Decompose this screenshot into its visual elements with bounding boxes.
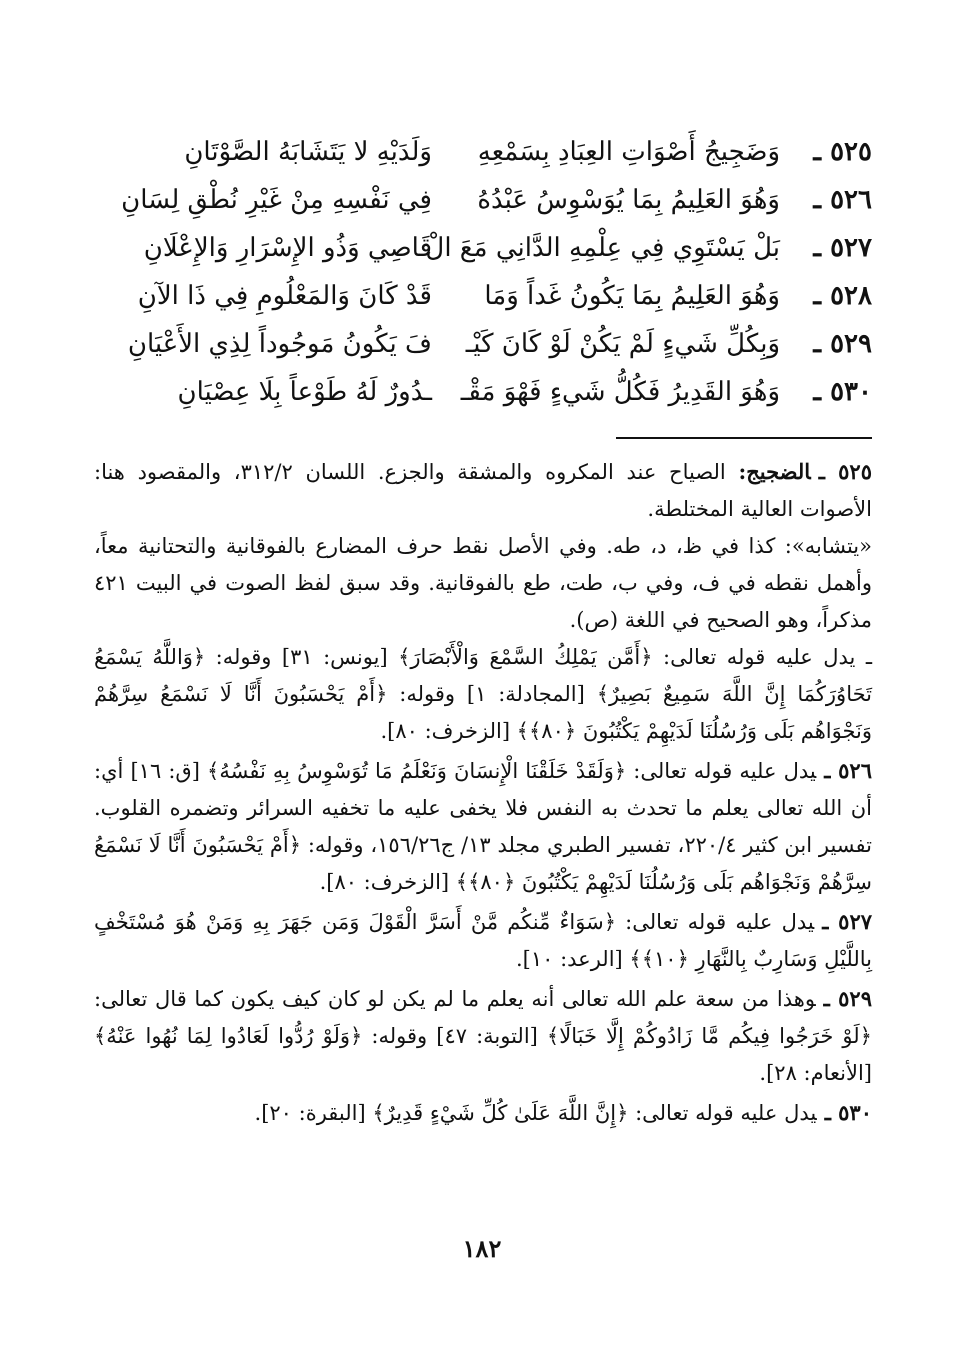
verse-line bbox=[82, 368, 872, 416]
second-hemistich: فِي نَفْسِهِ مِنْ غَيْرِ نُطْقِ لِسَانِ bbox=[121, 185, 432, 215]
footnote-paragraph bbox=[94, 752, 872, 901]
footnote-text: يدل عليه قوله تعالى: ﴿سَوَاءٌ مِّنكُم مَّنْ أَسَرَّ الْقَوْلَ وَمَن جَهَرَ بِهِ وَمَنْ هُوَ مُسْتَخْفٍ بِاللَّيْلِ وَسَارِبٌ بِالنَّهَارِ ﴿١٠﴾﴾ [الرعد: ١٠]. bbox=[94, 910, 872, 971]
footnote-paragraph: ـ يدل عليه قوله تعالى: ﴿أَمَّن يَمْلِكُ السَّمْعَ وَالْأَبْصَارَ﴾ [يونس: ٣١] وقوله: ﴿وَاللَّهُ يَسْمَعُ تَحَاوُرَكُمَا إِنَّ اللَّهَ سَمِيعٌ بَصِيرٌ﴾ [المجادلة: ١] وقوله: ﴿أَمْ يَحْسَبُونَ أَنَّا لَا نَسْمَعُ سِرَّهُمْ وَنَجْوَاهُم بَلَى وَرُسُلُنَا لَدَيْهِمْ يَكْتُبُونَ ﴿٨٠﴾﴾ [الزخرف: ٨٠]. bbox=[94, 645, 872, 743]
footnote-text: يدل عليه قوله تعالى: ﴿وَلَقَدْ خَلَقْنَا الْإِنسَانَ وَنَعْلَمُ مَا تُوَسْوِسُ بِهِ نَفْسُهُ﴾ [ق: ١٦] أي: أن الله تعالى يعلم ما تحدث به النفس فلا يخفى عليه ما تخفيه السرائر وتضمره القلوب. تفسير ابن كثير ٢٢٠/٤، تفسير الطبري مجلد ١٣/ ج١٥٦/٢٦، وقوله: ﴿أَمْ يَحْسَبُونَ أَنَّا لَا نَسْمَعُ سِرَّهُمْ وَنَجْوَاهُم بَلَى وَرُسُلُنَا لَدَيْهِمْ يَكْتُبُونَ ﴿٨٠﴾﴾ [الزخرف: ٨٠]. bbox=[94, 759, 872, 894]
verse-number: ٥٢٦ ـ bbox=[813, 185, 872, 215]
verse-line bbox=[82, 176, 872, 224]
footnotes bbox=[94, 453, 872, 1134]
footnote-number: ٥٢٧ ـ bbox=[822, 909, 873, 934]
second-hemistich: قَدْ كَانَ وَالمَعْلُومِ فِي ذَا الآنِ bbox=[137, 281, 432, 311]
footnote-number: ٥٢٩ ـ bbox=[823, 986, 872, 1011]
footnote-text: الصياح عند المكروه والمشقة والجزع. اللسان ٣١٢/٢، والمقصود هنا: الأصوات العالية المختلطة. bbox=[94, 460, 872, 521]
verse-block bbox=[82, 128, 872, 416]
footnote-527 bbox=[94, 903, 872, 978]
second-hemistich: وَلَدَيْهِ لا يَتَشَابَهُ الصَّوْتَانِ bbox=[184, 137, 432, 167]
second-hemistich: فَ يَكُونُ مَوجُوداً لِذِي الأَعْيَانِ bbox=[127, 329, 432, 359]
first-hemistich: بَلْ يَسْتَوِي فِي عِلْمِهِ الدَّانِي مَعَ الْ bbox=[425, 233, 780, 263]
footnote-term: الضجيج: bbox=[738, 459, 811, 484]
verse-number: ٥٢٧ ـ bbox=[813, 233, 872, 263]
first-hemistich: وَهُوَ العَلِيمُ بِمَا يُوَسْوِسُ عَبْدُهُ bbox=[477, 185, 780, 215]
footnote-525 bbox=[94, 453, 872, 750]
footnote-number: ٥٢٥ ـ bbox=[818, 459, 872, 484]
verse-line bbox=[82, 128, 872, 176]
footnote-text: يدل عليه قوله تعالى: ﴿إِنَّ اللَّهَ عَلَىٰ كُلِّ شَيْءٍ قَدِيرٌ﴾ [البقرة: ٢٠]. bbox=[254, 1101, 817, 1125]
first-hemistich: وَبِكُلِّ شَيءٍ لَمْ يَكُنْ لَوْ كَانَ كَيْـ bbox=[465, 329, 780, 359]
footnote-text: وهذا من سعة علم الله تعالى أنه يعلم ما لم يكن لو كان كيف يكون كما قال تعالى: ﴿لَوْ خَرَجُوا فِيكُم مَّا زَادُوكُمْ إِلَّا خَبَالًا﴾ [التوبة: ٤٧] وقوله: ﴿وَلَوْ رُدُّوا لَعَادُوا لِمَا نُهُوا عَنْهُ﴾ [الأنعام: ٢٨]. bbox=[94, 987, 872, 1085]
second-hemistich: ـدُورٌ لَهُ طَوْعاً بِلَا عِصْيَانِ bbox=[177, 377, 432, 407]
footnote-paragraph bbox=[94, 453, 872, 528]
second-hemistich: قَاصِي وَذُو الإِسْرَارِ وَالإِعْلَانِ bbox=[143, 233, 432, 263]
footnote-526 bbox=[94, 752, 872, 901]
first-hemistich: وَهُوَ العَلِيمُ بِمَا يَكُونُ غَداً وَمَا bbox=[484, 281, 780, 311]
verse-number: ٥٢٩ ـ bbox=[813, 329, 872, 359]
footnote-divider bbox=[616, 437, 872, 439]
verse-number: ٥٢٥ ـ bbox=[813, 137, 872, 167]
footnote-number: ٥٢٦ ـ bbox=[824, 758, 872, 783]
first-hemistich: وَضَجِيجُ أَصْوَاتِ العِبَادِ بِسَمْعِهِ bbox=[477, 137, 780, 167]
footnote-530 bbox=[94, 1094, 872, 1132]
page-number: ١٨٢ bbox=[462, 1234, 502, 1263]
verse-line bbox=[82, 224, 872, 272]
verse-number: ٥٣٠ ـ bbox=[813, 377, 872, 407]
verse-line bbox=[82, 272, 872, 320]
footnote-529 bbox=[94, 980, 872, 1092]
verse-number: ٥٢٨ ـ bbox=[813, 281, 872, 311]
first-hemistich: وَهُوَ القَدِيرُ فَكُلُّ شَيءٍ فَهْوَ مَقْـ bbox=[460, 377, 780, 407]
verse-line bbox=[82, 320, 872, 368]
footnote-number: ٥٣٠ ـ bbox=[824, 1100, 872, 1125]
footnote-paragraph bbox=[94, 1094, 872, 1132]
footnote-paragraph bbox=[94, 903, 872, 978]
footnote-paragraph bbox=[94, 980, 872, 1092]
footnote-paragraph: «يتشابه»: كذا في ظ، د، طه. وفي الأصل نقط حرف المضارع بالفوقانية والتحتانية معاً، وأهمل نقطه في ف، وفي ب، طت، طع بالفوقانية. وقد سبق لفظ الصوت في البيت ٤٢١ مذكراً، وهو الصحيح في اللغة (ص). bbox=[94, 534, 872, 632]
